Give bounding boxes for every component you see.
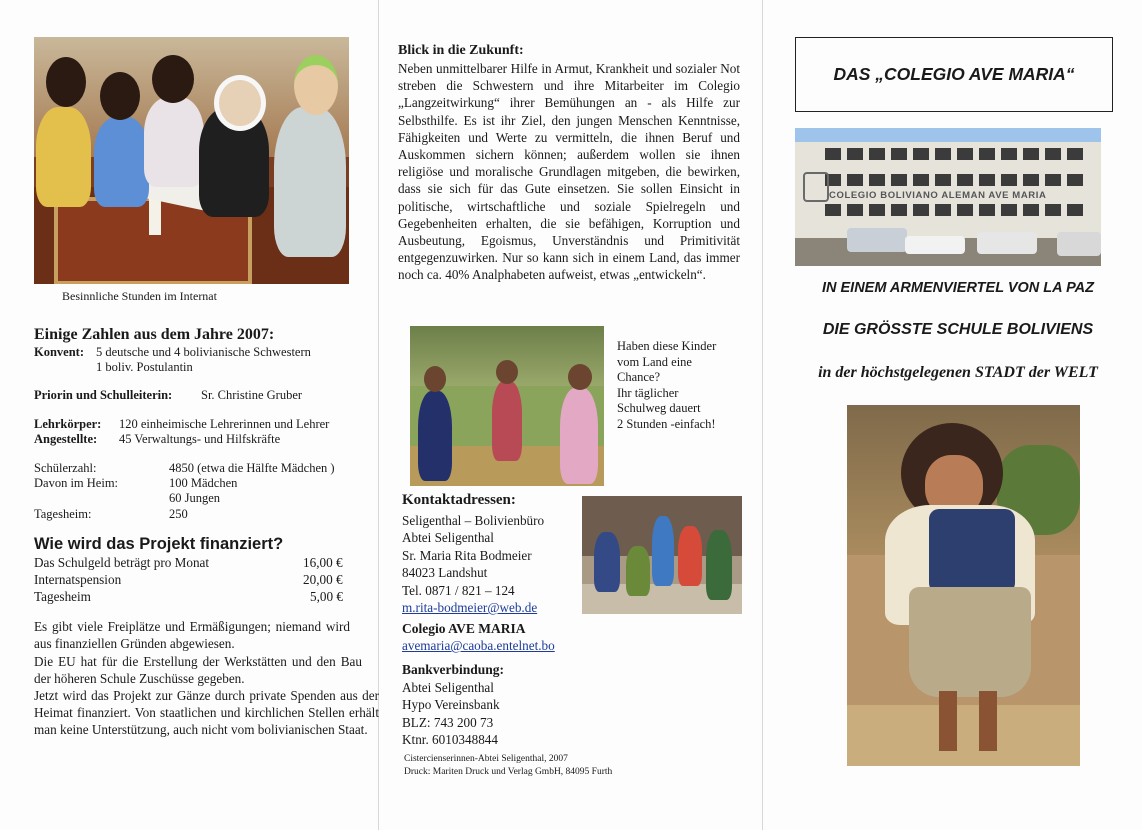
contact-line: Seligenthal – Bolivienbüro <box>402 513 545 528</box>
boarding-school-photo <box>34 37 349 284</box>
children-caption-line: Chance? <box>617 370 661 385</box>
bank-line: Hypo Vereinsbank <box>402 697 500 713</box>
stat-label-dayhome: Tagesheim: <box>34 507 92 521</box>
finance-text-3: Jetzt wird das Projekt zur Gänze durch private Spenden aus der Heimat finanziert. Von staatlichen und kirchlichen Stellen erhält man keine Unterstützung, auch nicht vom bolivianischen Staat. <box>34 688 379 737</box>
colegio-email-link[interactable]: avemaria@caoba.entelnet.bo <box>402 638 555 653</box>
colegio-heading: Colegio AVE MARIA <box>402 621 526 636</box>
village-children-photo <box>582 496 742 614</box>
contact-line: Sr. Maria Rita Bodmeier <box>402 547 532 563</box>
subtitle-line-2: DIE GRÖSSTE SCHULE BOLIVIENS <box>822 321 1094 338</box>
stat-label-students: Schülerzahl: <box>34 461 97 475</box>
cost-label-tuition: Das Schulgeld beträgt pro Monat <box>34 555 210 570</box>
contact-line: Abtei Seligenthal <box>402 530 494 546</box>
bank-block <box>402 679 500 749</box>
stat-label-boarding: Davon im Heim: <box>34 476 119 490</box>
bank-line: Abtei Seligenthal <box>402 680 494 695</box>
building-sign: COLEGIO BOLIVIANO ALEMAN AVE MARIA <box>829 190 1047 201</box>
konvent-label: Konvent: <box>34 345 84 359</box>
subtitle-line-1: IN EINEM ARMENVIERTEL VON LA PAZ <box>821 280 1095 296</box>
finance-text-2: Die EU hat für die Erstellung der Werkstätten und den Bau der höheren Schule Zuschüsse gegeben. <box>34 654 362 686</box>
finance-text-1: Es gibt viele Freiplätze und Ermäßigungen; niemand wird aus finanziellen Gründen abgewiesen. <box>34 619 350 651</box>
stat-value-dayhome: 250 <box>169 507 188 521</box>
subtitle-line-3: in der höchstgelegenen STADT der WELT <box>818 364 1098 381</box>
contact-heading: Kontaktadressen: <box>402 492 516 508</box>
children-caption-line: 2 Stunden -einfach! <box>617 416 716 431</box>
title-box <box>795 37 1113 112</box>
cost-label-boarding: Internatspension <box>34 572 122 587</box>
bank-line: BLZ: 743 200 73 <box>402 714 494 730</box>
cost-value-dayhome: 5,00 € <box>310 589 343 604</box>
priorin-value: Sr. Christine Gruber <box>201 388 303 402</box>
brochure-title: DAS „COLEGIO AVE MARIA“ <box>833 64 1075 84</box>
footer-line: Druck: Mariten Druck und Verlag GmbH, 84095 Furth <box>404 767 613 777</box>
bolivian-girl-photo <box>847 405 1080 766</box>
lehrkoerper-value: 120 einheimische Lehrerinnen und Lehrer <box>119 417 330 431</box>
children-caption-line: Haben diese Kinder <box>617 339 717 353</box>
stat-value-students: 4850 (etwa die Hälfte Mädchen ) <box>169 461 335 475</box>
contact-line: 84023 Landshut <box>402 565 488 581</box>
children-caption-line: Ihr täglicher <box>617 385 679 400</box>
konvent-line-1: 5 deutsche und 4 bolivianische Schwestern <box>96 345 311 359</box>
children-caption-line: vom Land eine <box>617 354 692 369</box>
cost-label-dayhome: Tagesheim <box>34 589 91 604</box>
footer-imprint <box>404 753 612 779</box>
bank-heading: Bankverbindung: <box>402 662 505 677</box>
contact-email-link[interactable]: m.rita-bodmeier@web.de <box>402 600 538 616</box>
future-heading: Blick in die Zukunft: <box>398 43 524 58</box>
figures-heading: Einige Zahlen aus dem Jahre 2007: <box>34 326 275 343</box>
cost-value-tuition: 16,00 € <box>303 555 343 570</box>
photo-caption: Besinnliche Stunden im Internat <box>62 289 217 303</box>
contact-block <box>402 512 544 616</box>
finance-heading: Wie wird das Projekt finanziert? <box>34 535 284 553</box>
school-building-photo <box>795 128 1101 266</box>
stat-value-boarding-girls: 100 Mädchen <box>169 476 238 490</box>
contact-line: Tel. 0871 / 821 – 124 <box>402 582 515 598</box>
lehrkoerper-label: Lehrkörper: <box>34 417 102 431</box>
bank-line: Ktnr. 6010348844 <box>402 732 498 748</box>
footer-line: Cistercienserinnen-Abtei Seligenthal, 2007 <box>404 754 568 764</box>
children-caption <box>617 339 716 433</box>
country-children-photo <box>410 326 604 486</box>
konvent-line-2: 1 boliv. Postulantin <box>96 360 193 374</box>
cost-value-boarding: 20,00 € <box>303 572 343 587</box>
children-caption-line: Schulweg dauert <box>617 401 701 416</box>
angestellte-label: Angestellte: <box>34 432 98 446</box>
stat-value-boarding-boys: 60 Jungen <box>169 491 221 505</box>
fold-line-right <box>762 0 763 830</box>
future-text: Neben unmittelbarer Hilfe in Armut, Krankheit und sozialer Not streben die Schwestern und ihre Mitarbeiter im Colegio „Langzeitwirkung“ ihrer Bemühungen an - als Hilfe zur Selbsthilfe. Es ist ihr Ziel, den jungen Menschen Kenntnisse, Fähigkeiten und Werte zu vermitteln, die ihnen Beruf und Auskommen sichern können; außerdem wollen sie ihnen religiöse und moralische Grundlagen mitgeben, die bewirken, dass sie sich für das Gute einsetzen. Sie sollen Einsicht in politische, wirtschaftliche und soziale Spielregeln und Gegebenheiten erhalten, die sie befähigen, Korruption und Ausbeutung, Egoismus, Unverständnis und Primitivität entgegenzuwirken. Nur so kann sich in einem Land, das immer noch ca. 40% Analphabeten aufweist, etwas „entwickeln“. <box>398 61 740 283</box>
priorin-label: Priorin und Schulleiterin: <box>34 388 173 402</box>
angestellte-value: 45 Verwaltungs- und Hilfskräfte <box>119 432 281 446</box>
